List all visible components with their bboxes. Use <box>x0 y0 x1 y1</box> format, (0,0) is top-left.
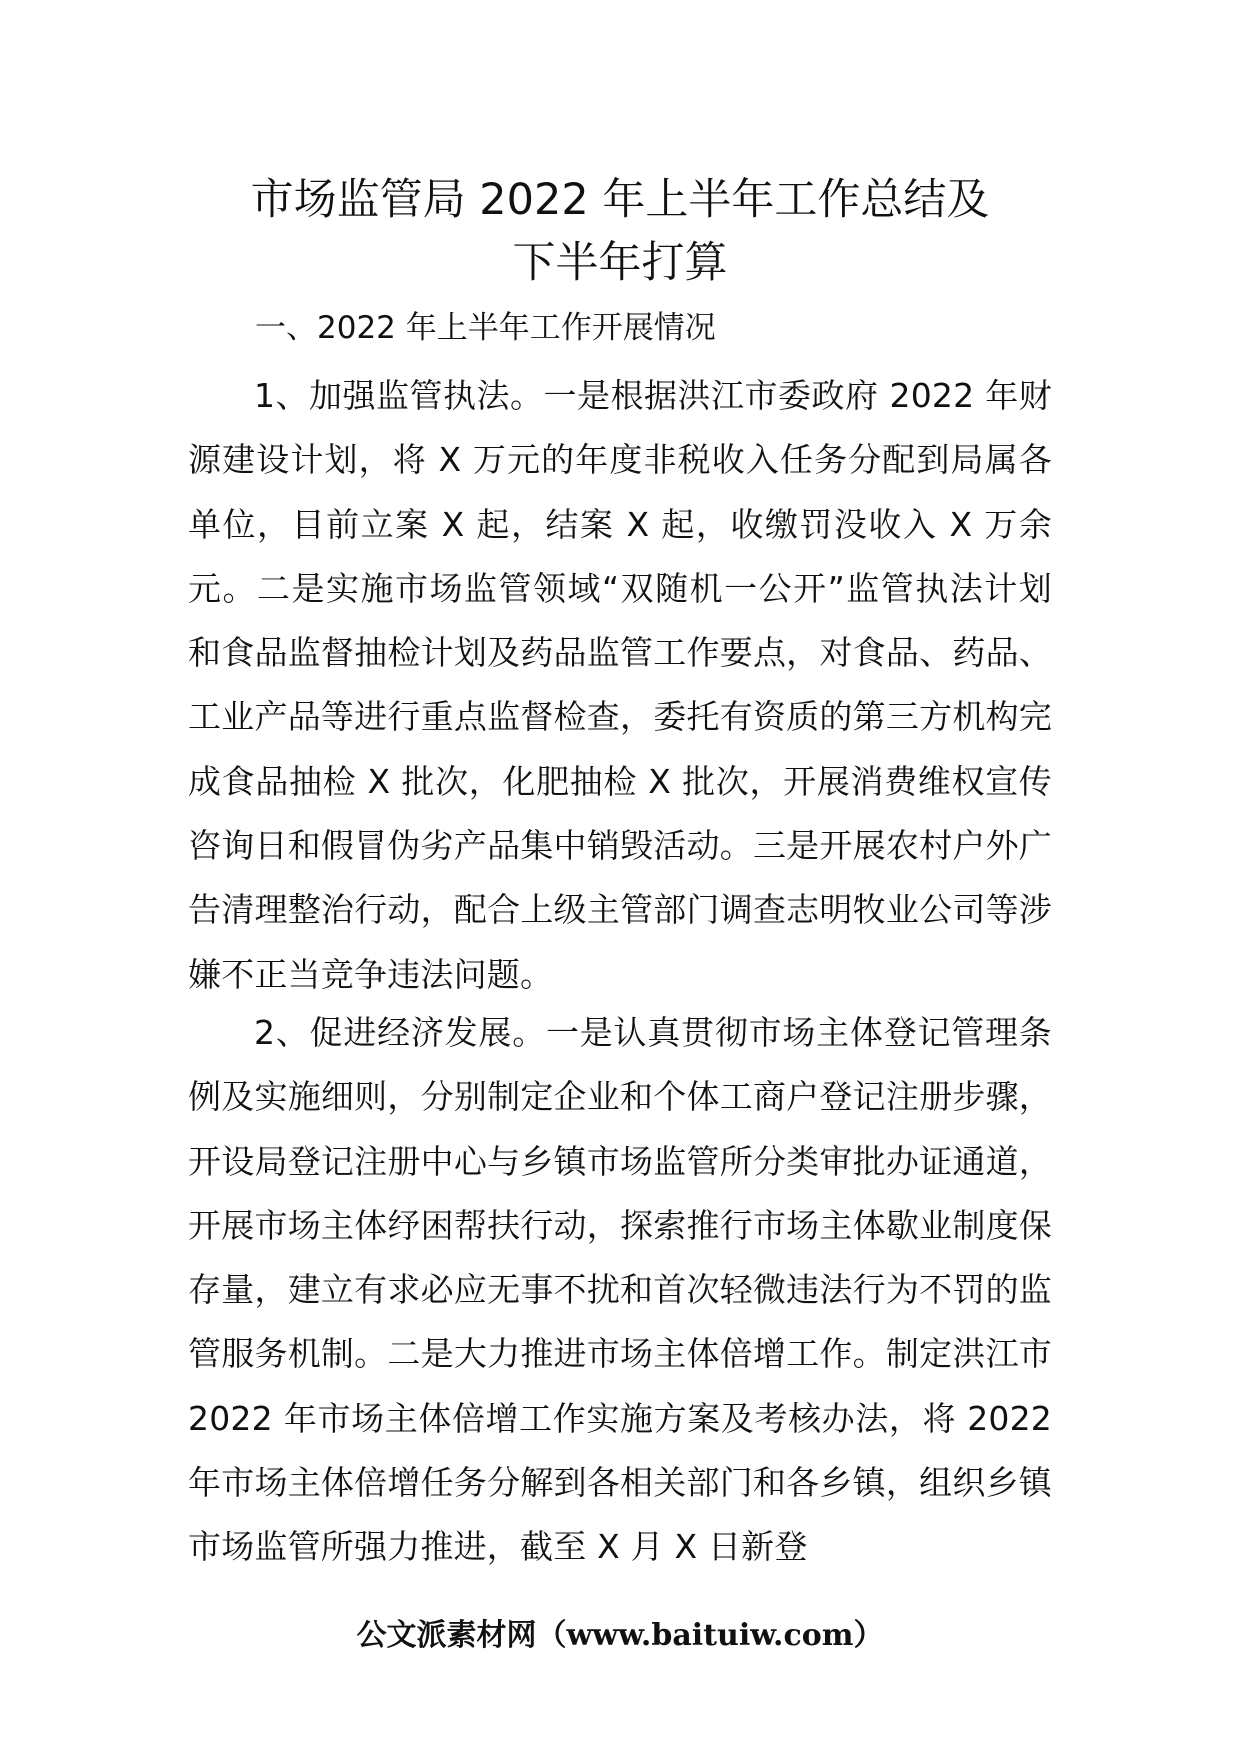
section-heading: 一、2022 年上半年工作开展情况 <box>255 310 716 346</box>
paragraph-enforcement: 1、加强监管执法。一是根据洪江市委政府 2022 年财源建设计划，将 X 万元的年度非税收入任务分配到局属各单位，目前立案 X 起，结案 X 起，收缴罚没收入 X 万余元。二是实施市场监管领域“双随机一公开”监管执法计划和食品监督抽检计划及药品监管工作要点，对食品、药品、工业产品等进行重点监督检查，委托有资质的第三方机构完成食品抽检 X 批次，化肥抽检 X 批次，开展消费维权宣传咨询日和假冒伪劣产品集中销毁活动。三是开展农村户外广告清理整治行动，配合上级主管部门调查志明牧业公司等涉嫌不正当竞争违法问题。 <box>188 376 1052 994</box>
document-title-line-1: 市场监管局 2022 年上半年工作总结及 <box>250 175 990 225</box>
footer-source: 公文派素材网（www.baituiw.com） <box>356 1618 884 1653</box>
document-title-line-2: 下半年打算 <box>512 238 728 288</box>
paragraph-economic-development: 2、促进经济发展。一是认真贯彻市场主体登记管理条例及实施细则，分别制定企业和个体工商户登记注册步骤，开设局登记注册中心与乡镇市场监管所分类审批办证通道，开展市场主体纾困帮扶行动，探索推行市场主体歇业制度保存量，建立有求必应无事不扰和首次轻微违法行为不罚的监管服务机制。二是大力推进市场主体倍增工作。制定洪江市 2022 年市场主体倍增工作实施方案及考核办法，将 2022 年市场主体倍增任务分解到各相关部门和各乡镇，组织乡镇市场监管所强力推进，截至 X 月 X 日新登 <box>188 1013 1052 1567</box>
